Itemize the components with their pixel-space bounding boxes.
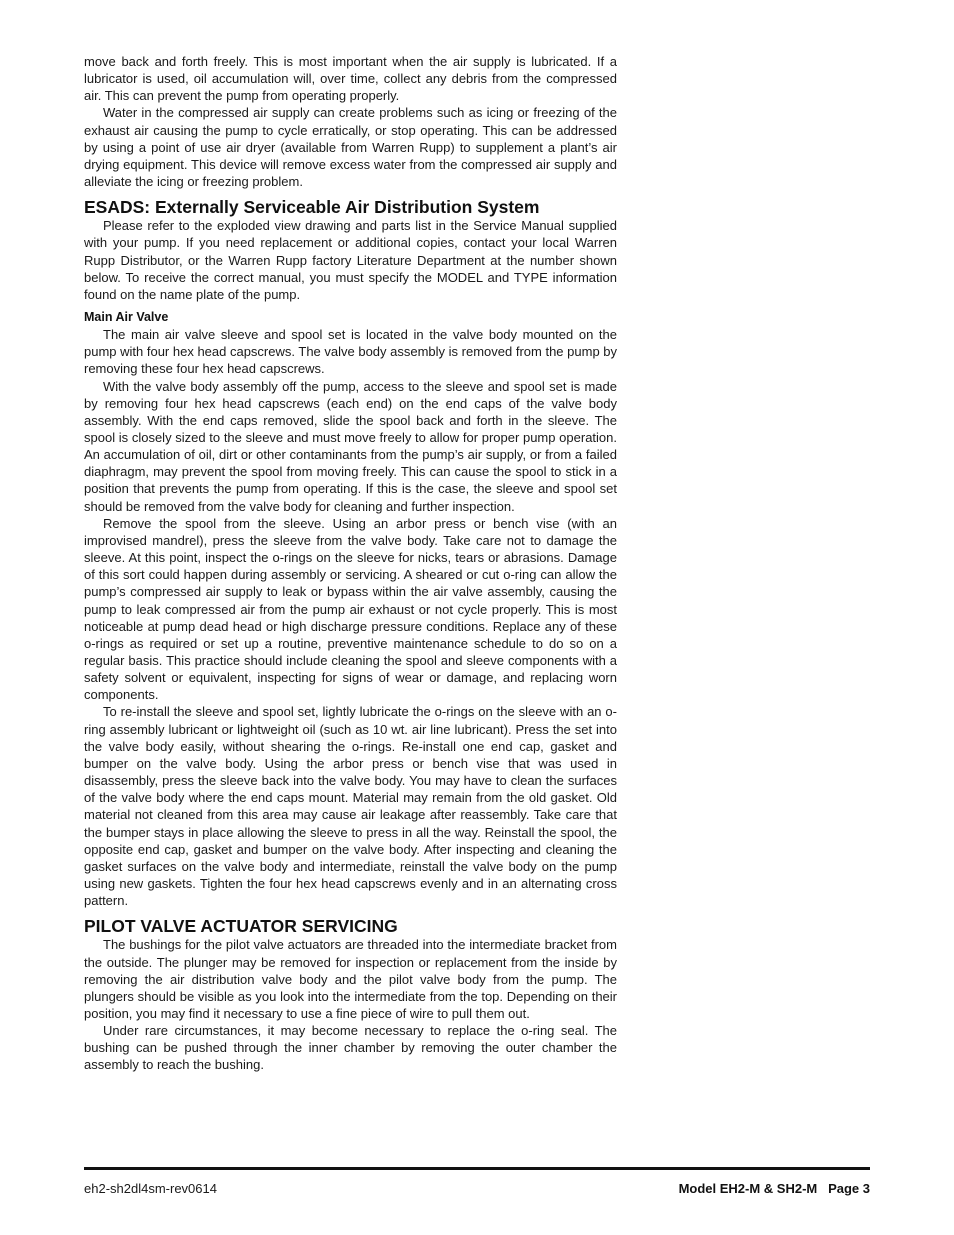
footer-rule — [84, 1167, 870, 1170]
main-air-valve-heading: Main Air Valve — [84, 310, 169, 325]
main-air-valve-paragraph-1: The main air valve sleeve and spool set is located in the valve body mounted on the pump with four hex head capscrews. The valve body assembly is removed from the pump by removing these four hex head capscrews. — [84, 327, 618, 377]
main-air-valve-paragraph-3: Remove the spool from the sleeve. Using an arbor press or bench vise (with an improvised mandrel), press the sleeve from the valve body. Take care not to damage the sleeve. At this point, inspect the o-rings on the sleeve for nicks, tears or abrasions. Damage of this sort could happen during assembly or servicing. A sheared or cut o-ring can allow the pump’s compressed air supply to leak or bypass within the air valve assembly, causing the pump to leak compressed air from the pump air exhaust or not cycle properly. This is most noticeable at pump dead head or high discharge pressure conditions. Replace any of these o-rings as required or set up a routine, preventive maintenance schedule to do so on a regular basis. This practice should include cleaning the spool and sleeve components with a safety solvent or equivalent, inspecting for signs of wear or damage, and replacing worn components. — [84, 515, 617, 703]
esads-heading: ESADS: Externally Serviceable Air Distribution System — [84, 197, 540, 218]
footer-doc-code: eh2-sh2dl4sm-rev0614 — [84, 1181, 217, 1196]
pilot-valve-paragraph-2: Under rare circumstances, it may become necessary to replace the o-ring seal. The bushing can be pushed through the inner chamber by removing the outer chamber the assembly to reach the bushing. — [84, 1023, 617, 1073]
pilot-valve-paragraph-1: The bushings for the pilot valve actuators are threaded into the intermediate bracket from the outside. The plunger may be removed for inspection or replacement from the inside by removing the air distribution valve body and the pilot valve body from the pump. The plungers should be visible as you look into the intermediate from the top. Depending on their position, you may find it necessary to use a fine piece of wire to pull them out. — [84, 937, 617, 1021]
esads-paragraph-1: Please refer to the exploded view drawing and parts list in the Service Manual supplied with your pump. If you need replacement or additional copies, contact your local Warren Rupp Distributor, or the Warren Rupp factory Literature Department at the number shown below. To receive the correct manual, you must specify the MODEL and TYPE information found on the name plate of the pump. — [84, 218, 617, 302]
main-air-valve-paragraph-4: To re-install the sleeve and spool set, lightly lubricate the o-rings on the sleeve with an o-ring assembly lubricant or lightweight oil (such as 10 wt. air line lubricant). Press the set into the valve body easily, without shearing the o-rings. Re-install one end cap, gasket and bumper on the valve body. Using the arbor press or bench vise that was used in disassembly, press the sleeve back into the valve body. You may have to clean the surfaces of the valve body where the end caps mount. Material may remain from the old gasket. Old material not cleaned from this area may cause air leakage after reassembly. Take care that the bumper stays in place allowing the sleeve to press in all the way. Reinstall the spool, the opposite end cap, gasket and bumper on the valve body. After inspecting and cleaning the gasket surfaces on the valve body and intermediate, reinstall the valve body on the pump using new gaskets. Tighten the four hex head capscrews evenly and in an alternating cross pattern. — [84, 704, 617, 909]
main-text-column — [84, 53, 617, 1074]
intro-paragraph-1: move back and forth freely. This is most important when the air supply is lubricated. If a lubricator is used, oil accumulation will, over time, collect any debris from the compressed air. This can prevent the pump from operating properly. — [84, 54, 617, 104]
footer-model-page: Model EH2-M & SH2-M Page 3 — [678, 1181, 870, 1196]
intro-paragraph-2: Water in the compressed air supply can create problems such as icing or freezing of the exhaust air causing the pump to cycle erratically, or stop operating. This can be addressed by using a point of use air dryer (available from Warren Rupp) to supplement a plant’s air drying equipment. This device will remove excess water from the compressed air supply and alleviate the icing or freezing problem. — [84, 105, 617, 190]
pilot-valve-heading: PILOT VALVE ACTUATOR SERVICING — [84, 916, 398, 937]
main-air-valve-paragraph-2: With the valve body assembly off the pump, access to the sleeve and spool set is made by removing four hex head capscrews (each end) on the end caps of the valve body assembly. With the end caps removed, slide the spool back and forth in the sleeve. The spool is closely sized to the sleeve and must move freely to allow for proper pump operation. An accumulation of oil, dirt or other contaminants from the pump’s air supply, or from a failed diaphragm, may prevent the spool from moving freely. This can cause the spool to stick in a position that prevents the pump from operating. If this is the case, the sleeve and spool set should be removed from the valve body for cleaning and further inspection. — [84, 378, 617, 514]
